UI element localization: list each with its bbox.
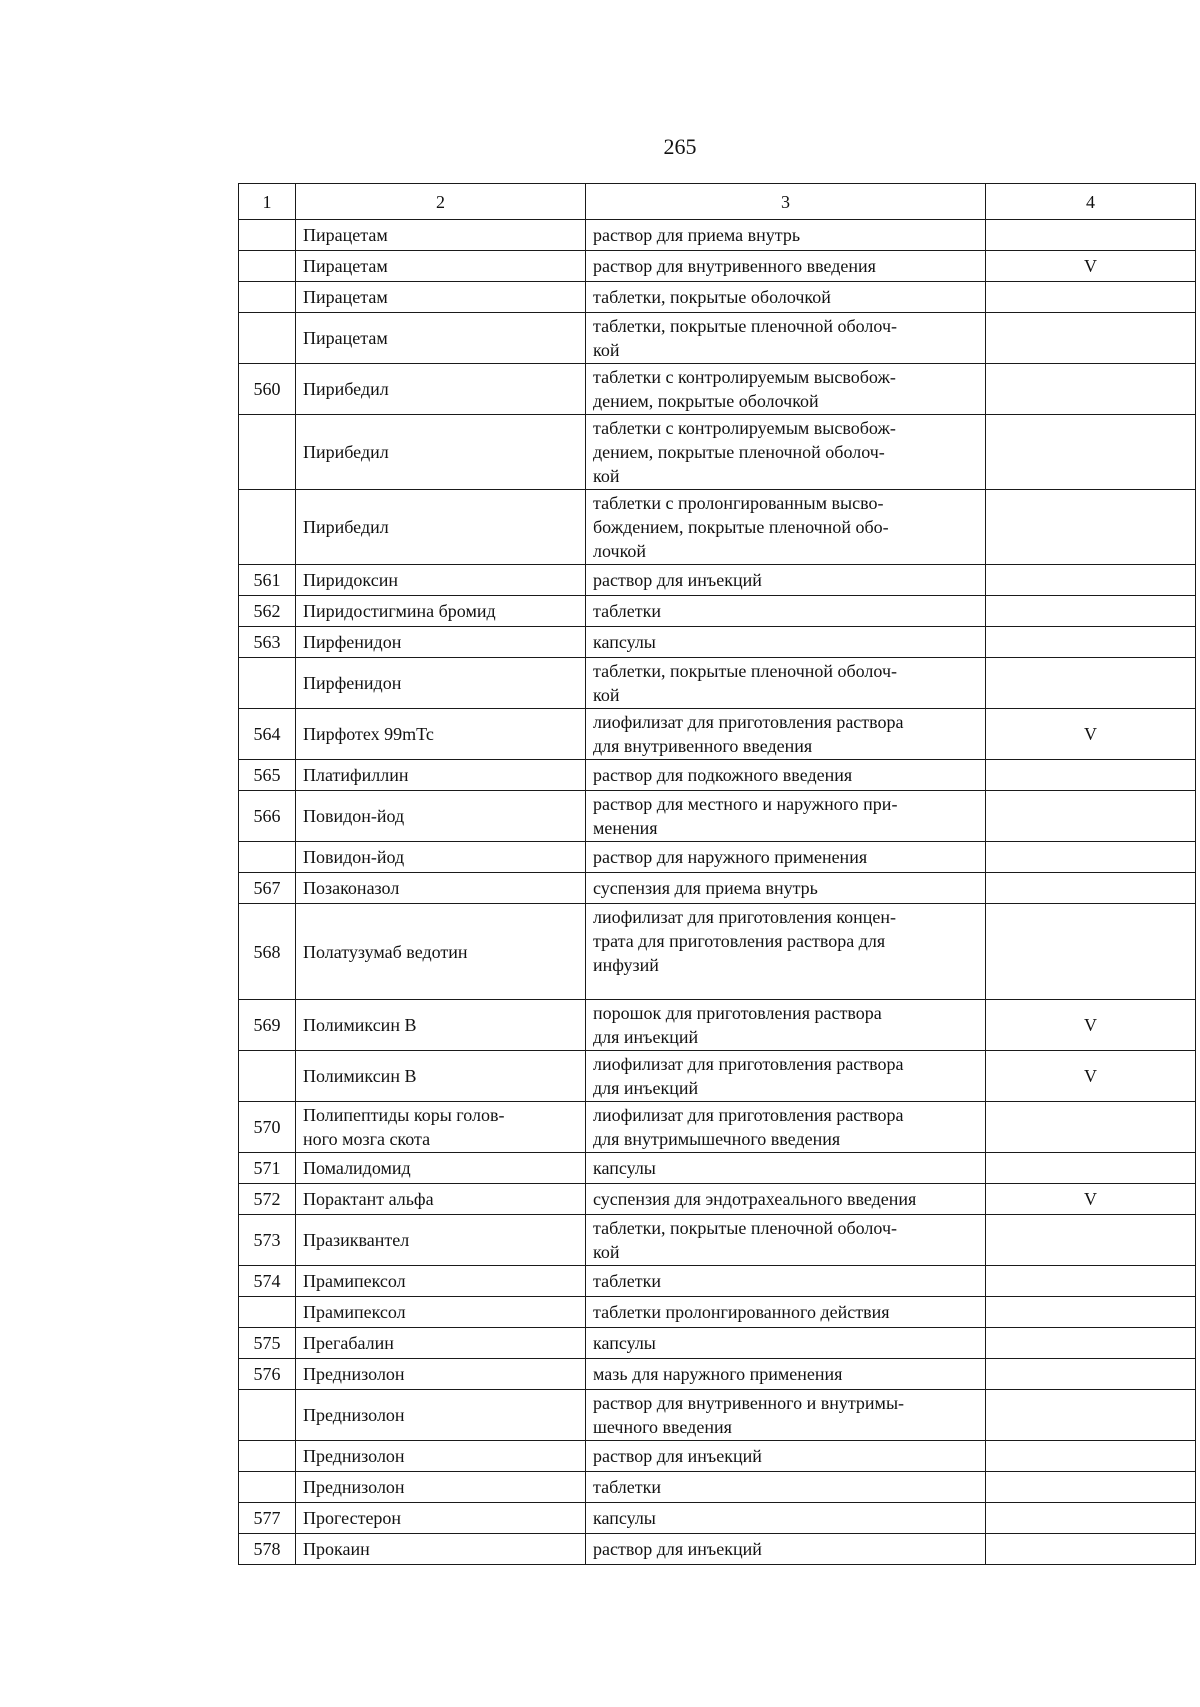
row-number: 565 [239,760,296,791]
table-row [239,596,1196,627]
dosage-form: лиофилизат для приготовления раствора для внутривенного введения [586,709,986,760]
table-row [239,565,1196,596]
drug-name: Пиридоксин [296,565,586,596]
vital-mark [986,490,1196,565]
drug-name: Пирфенидон [296,658,586,709]
row-number: 573 [239,1215,296,1266]
dosage-form: раствор для инъекций [586,1441,986,1472]
table-row [239,1266,1196,1297]
table-row [239,1472,1196,1503]
vital-mark [986,791,1196,842]
dosage-form: раствор для внутривенного введения [586,251,986,282]
dosage-form: таблетки пролонгированного действия [586,1297,986,1328]
vital-mark [986,904,1196,1000]
vital-mark [986,1266,1196,1297]
table-row [239,658,1196,709]
vital-mark [986,1441,1196,1472]
drug-name: Пирибедил [296,364,586,415]
vital-mark [986,415,1196,490]
row-number: 572 [239,1184,296,1215]
row-number: 566 [239,791,296,842]
drug-name: Преднизолон [296,1359,586,1390]
table-row [239,364,1196,415]
vital-mark [986,1503,1196,1534]
dosage-form: капсулы [586,1503,986,1534]
table-row [239,1184,1196,1215]
drug-name: Преднизолон [296,1441,586,1472]
dosage-form: раствор для приема внутрь [586,220,986,251]
drug-name: Повидон-йод [296,842,586,873]
dosage-form: таблетки, покрытые пленочной оболоч- кой [586,313,986,364]
vital-mark [986,565,1196,596]
row-number: 571 [239,1153,296,1184]
row-number [239,282,296,313]
dosage-form: раствор для подкожного введения [586,760,986,791]
table-row [239,1000,1196,1051]
row-number [239,1472,296,1503]
vital-mark [986,282,1196,313]
row-number [239,1390,296,1441]
row-number: 578 [239,1534,296,1565]
drug-name: Прегабалин [296,1328,586,1359]
dosage-form: суспензия для приема внутрь [586,873,986,904]
table-row [239,490,1196,565]
dosage-form: капсулы [586,1153,986,1184]
table-row [239,415,1196,490]
vital-mark [986,596,1196,627]
table-row [239,1102,1196,1153]
row-number [239,1297,296,1328]
drug-name: Прамипексол [296,1297,586,1328]
row-number: 561 [239,565,296,596]
dosage-form: раствор для местного и наружного при- менения [586,791,986,842]
table-row [239,1441,1196,1472]
dosage-form: таблетки с контролируемым высвобож- дением, покрытые пленочной оболоч- кой [586,415,986,490]
drug-name: Прогестерон [296,1503,586,1534]
dosage-form: таблетки [586,596,986,627]
row-number: 575 [239,1328,296,1359]
vital-mark [986,842,1196,873]
dosage-form: порошок для приготовления раствора для инъекций [586,1000,986,1051]
vital-mark [986,873,1196,904]
table-row [239,282,1196,313]
row-number: 562 [239,596,296,627]
drug-name: Прокаин [296,1534,586,1565]
vital-mark [986,1472,1196,1503]
drug-name: Полипептиды коры голов- ного мозга скота [296,1102,586,1153]
dosage-form: таблетки, покрытые пленочной оболоч- кой [586,658,986,709]
vital-mark: V [986,1051,1196,1102]
vital-mark [986,1390,1196,1441]
drug-name: Полимиксин B [296,1000,586,1051]
table-row [239,904,1196,1000]
dosage-form: раствор для инъекций [586,1534,986,1565]
table-body [239,220,1196,1565]
vital-mark [986,658,1196,709]
drug-name: Полатузумаб ведотин [296,904,586,1000]
vital-mark [986,1153,1196,1184]
table-row [239,791,1196,842]
drug-name: Пирацетам [296,282,586,313]
vital-mark: V [986,251,1196,282]
row-number [239,490,296,565]
row-number: 563 [239,627,296,658]
row-number [239,658,296,709]
drug-name: Позаконазол [296,873,586,904]
dosage-form: таблетки [586,1472,986,1503]
page-number: 265 [663,134,697,159]
drug-name: Пиридостигмина бромид [296,596,586,627]
table-row [239,1390,1196,1441]
dosage-form: лиофилизат для приготовления раствора для инъекций [586,1051,986,1102]
table-row [239,1328,1196,1359]
row-number: 568 [239,904,296,1000]
table-row [239,220,1196,251]
drug-name: Полимиксин B [296,1051,586,1102]
vital-mark [986,1328,1196,1359]
drug-name: Пирфотех 99mTc [296,709,586,760]
row-number: 564 [239,709,296,760]
dosage-form: таблетки с пролонгированным высво- бождением, покрытые пленочной обо- лочкой [586,490,986,565]
table-row [239,1359,1196,1390]
vital-mark: V [986,1184,1196,1215]
row-number [239,1441,296,1472]
dosage-form: таблетки [586,1266,986,1297]
dosage-form: таблетки с контролируемым высвобож- дением, покрытые оболочкой [586,364,986,415]
drug-name: Помалидомид [296,1153,586,1184]
table-row [239,709,1196,760]
table-row [239,760,1196,791]
vital-mark [986,1359,1196,1390]
vital-mark [986,760,1196,791]
vital-mark [986,1215,1196,1266]
vital-mark [986,364,1196,415]
header-col-4: 4 [986,184,1196,220]
drug-name: Преднизолон [296,1390,586,1441]
dosage-form: раствор для наружного применения [586,842,986,873]
dosage-form: капсулы [586,627,986,658]
dosage-form: лиофилизат для приготовления раствора для внутримышечного введения [586,1102,986,1153]
table-row [239,313,1196,364]
drug-name: Пирацетам [296,251,586,282]
drug-name: Пирацетам [296,313,586,364]
vital-mark [986,1102,1196,1153]
table-row [239,1153,1196,1184]
drug-table [238,183,1196,1565]
table-row [239,251,1196,282]
vital-mark [986,1534,1196,1565]
row-number: 560 [239,364,296,415]
drug-name: Преднизолон [296,1472,586,1503]
row-number: 570 [239,1102,296,1153]
dosage-form: лиофилизат для приготовления концен- трата для приготовления раствора для инфузий [586,904,986,1000]
table-row [239,1051,1196,1102]
row-number [239,842,296,873]
row-number [239,251,296,282]
dosage-form: суспензия для эндотрахеального введения [586,1184,986,1215]
row-number: 574 [239,1266,296,1297]
drug-name: Прамипексол [296,1266,586,1297]
table-row [239,873,1196,904]
table-row [239,1297,1196,1328]
row-number [239,1051,296,1102]
row-number: 576 [239,1359,296,1390]
table-row [239,1534,1196,1565]
drug-name: Пирацетам [296,220,586,251]
drug-name: Порактант альфа [296,1184,586,1215]
table-row [239,1503,1196,1534]
drug-name: Пирфенидон [296,627,586,658]
dosage-form: таблетки, покрытые пленочной оболоч- кой [586,1215,986,1266]
table-row [239,1215,1196,1266]
drug-name: Повидон-йод [296,791,586,842]
row-number [239,415,296,490]
row-number: 577 [239,1503,296,1534]
vital-mark [986,1297,1196,1328]
row-number [239,313,296,364]
dosage-form: раствор для инъекций [586,565,986,596]
row-number: 567 [239,873,296,904]
vital-mark [986,627,1196,658]
table-row [239,627,1196,658]
drug-name: Пирибедил [296,415,586,490]
table-row [239,842,1196,873]
dosage-form: капсулы [586,1328,986,1359]
dosage-form: мазь для наружного применения [586,1359,986,1390]
drug-name: Празиквантел [296,1215,586,1266]
header-col-3: 3 [586,184,986,220]
vital-mark [986,220,1196,251]
header-col-1: 1 [239,184,296,220]
dosage-form: раствор для внутривенного и внутримы- шечного введения [586,1390,986,1441]
header-row [239,184,1196,220]
vital-mark: V [986,709,1196,760]
vital-mark: V [986,1000,1196,1051]
row-number [239,220,296,251]
table-header [239,184,1196,220]
vital-mark [986,313,1196,364]
row-number: 569 [239,1000,296,1051]
header-col-2: 2 [296,184,586,220]
drug-name: Платифиллин [296,760,586,791]
drug-name: Пирибедил [296,490,586,565]
dosage-form: таблетки, покрытые оболочкой [586,282,986,313]
